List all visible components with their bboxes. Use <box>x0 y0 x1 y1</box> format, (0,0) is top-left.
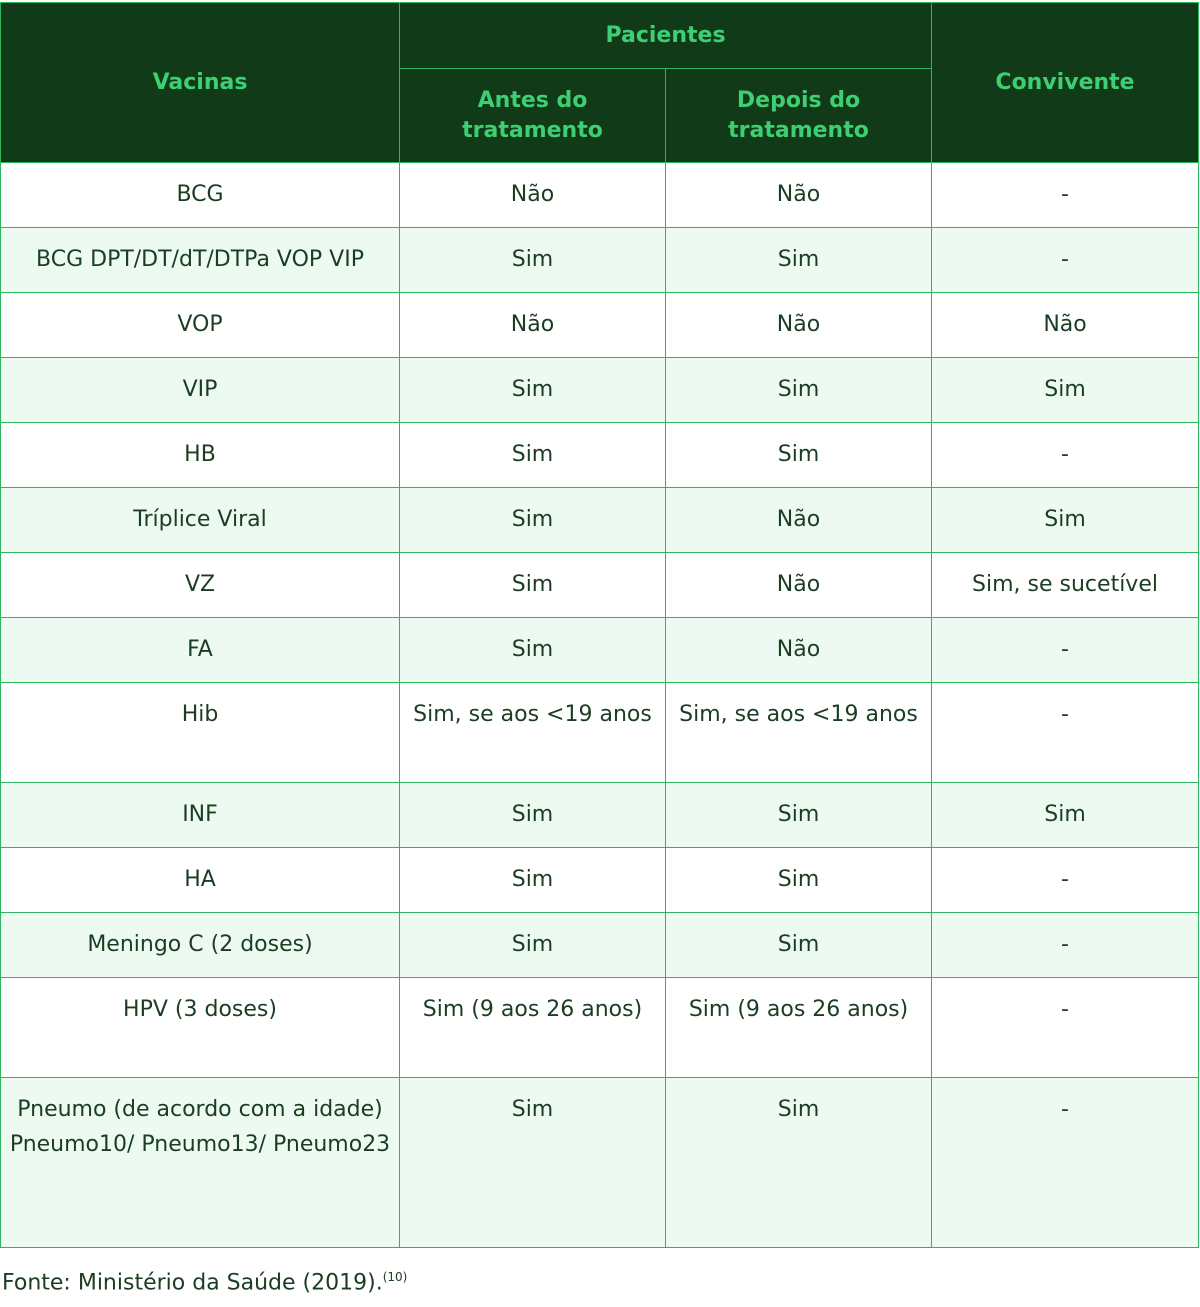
cell-antes: Sim <box>400 618 666 683</box>
cell-depois: Sim <box>666 358 932 423</box>
table-row <box>1 293 1199 358</box>
cell-antes: Sim <box>400 488 666 553</box>
cell-antes: Sim <box>400 783 666 848</box>
cell-antes: Sim <box>400 848 666 913</box>
table-row <box>1 913 1199 978</box>
cell-convivente: Não <box>932 293 1199 358</box>
cell-vacina: Meningo C (2 doses) <box>1 913 400 978</box>
cell-depois: Sim <box>666 423 932 488</box>
cell-vacina: INF <box>1 783 400 848</box>
cell-vacina: Pneumo (de acordo com a idade) Pneumo10/ Pneumo13/ Pneumo23 <box>1 1078 400 1248</box>
source-note <box>2 1270 407 1295</box>
header-antes: Antes do tratamento <box>400 69 666 163</box>
cell-depois: Sim <box>666 783 932 848</box>
header-pacientes: Pacientes <box>400 3 932 69</box>
cell-convivente: - <box>932 1078 1199 1248</box>
cell-convivente: Sim <box>932 783 1199 848</box>
table-row <box>1 978 1199 1078</box>
vaccine-table <box>0 2 1199 1248</box>
table-row <box>1 423 1199 488</box>
cell-vacina: HPV (3 doses) <box>1 978 400 1078</box>
cell-vacina: Hib <box>1 683 400 783</box>
cell-depois: Não <box>666 163 932 228</box>
cell-depois: Não <box>666 488 932 553</box>
cell-depois: Sim <box>666 848 932 913</box>
table-row <box>1 163 1199 228</box>
cell-convivente: - <box>932 163 1199 228</box>
cell-convivente: - <box>932 978 1199 1078</box>
cell-antes: Sim <box>400 913 666 978</box>
table-row <box>1 848 1199 913</box>
cell-antes: Sim <box>400 358 666 423</box>
table-row <box>1 358 1199 423</box>
cell-depois: Sim <box>666 913 932 978</box>
cell-vacina: HB <box>1 423 400 488</box>
header-convivente: Convivente <box>932 3 1199 163</box>
cell-convivente: Sim, se sucetível <box>932 553 1199 618</box>
table-body <box>1 163 1199 1248</box>
header-vacinas: Vacinas <box>1 3 400 163</box>
cell-convivente: - <box>932 423 1199 488</box>
cell-convivente: - <box>932 913 1199 978</box>
cell-convivente: - <box>932 848 1199 913</box>
cell-vacina: VZ <box>1 553 400 618</box>
table-row <box>1 683 1199 783</box>
table-row <box>1 783 1199 848</box>
cell-convivente: - <box>932 683 1199 783</box>
table-row <box>1 553 1199 618</box>
cell-convivente: - <box>932 618 1199 683</box>
cell-antes: Não <box>400 163 666 228</box>
cell-antes: Sim <box>400 553 666 618</box>
source-text: Fonte: Ministério da Saúde (2019). <box>2 1270 383 1296</box>
header-depois: Depois do tratamento <box>666 69 932 163</box>
cell-vacina: BCG <box>1 163 400 228</box>
cell-antes: Sim (9 aos 26 anos) <box>400 978 666 1078</box>
table-header <box>1 3 1199 163</box>
cell-antes: Não <box>400 293 666 358</box>
cell-depois: Sim <box>666 1078 932 1248</box>
cell-depois: Sim (9 aos 26 anos) <box>666 978 932 1078</box>
cell-antes: Sim <box>400 1078 666 1248</box>
cell-convivente: - <box>932 228 1199 293</box>
cell-antes: Sim <box>400 423 666 488</box>
cell-vacina: Tríplice Viral <box>1 488 400 553</box>
table-row <box>1 488 1199 553</box>
cell-convivente: Sim <box>932 358 1199 423</box>
cell-vacina: VIP <box>1 358 400 423</box>
cell-vacina: VOP <box>1 293 400 358</box>
cell-depois: Não <box>666 293 932 358</box>
table-row <box>1 618 1199 683</box>
source-reference: (10) <box>382 1270 408 1284</box>
cell-antes: Sim, se aos <19 anos <box>400 683 666 783</box>
cell-vacina: BCG DPT/DT/dT/DTPa VOP VIP <box>1 228 400 293</box>
cell-convivente: Sim <box>932 488 1199 553</box>
cell-antes: Sim <box>400 228 666 293</box>
cell-vacina: FA <box>1 618 400 683</box>
cell-vacina: HA <box>1 848 400 913</box>
cell-depois: Sim <box>666 228 932 293</box>
cell-depois: Não <box>666 618 932 683</box>
table-row <box>1 228 1199 293</box>
cell-depois: Sim, se aos <19 anos <box>666 683 932 783</box>
cell-depois: Não <box>666 553 932 618</box>
table-row <box>1 1078 1199 1248</box>
